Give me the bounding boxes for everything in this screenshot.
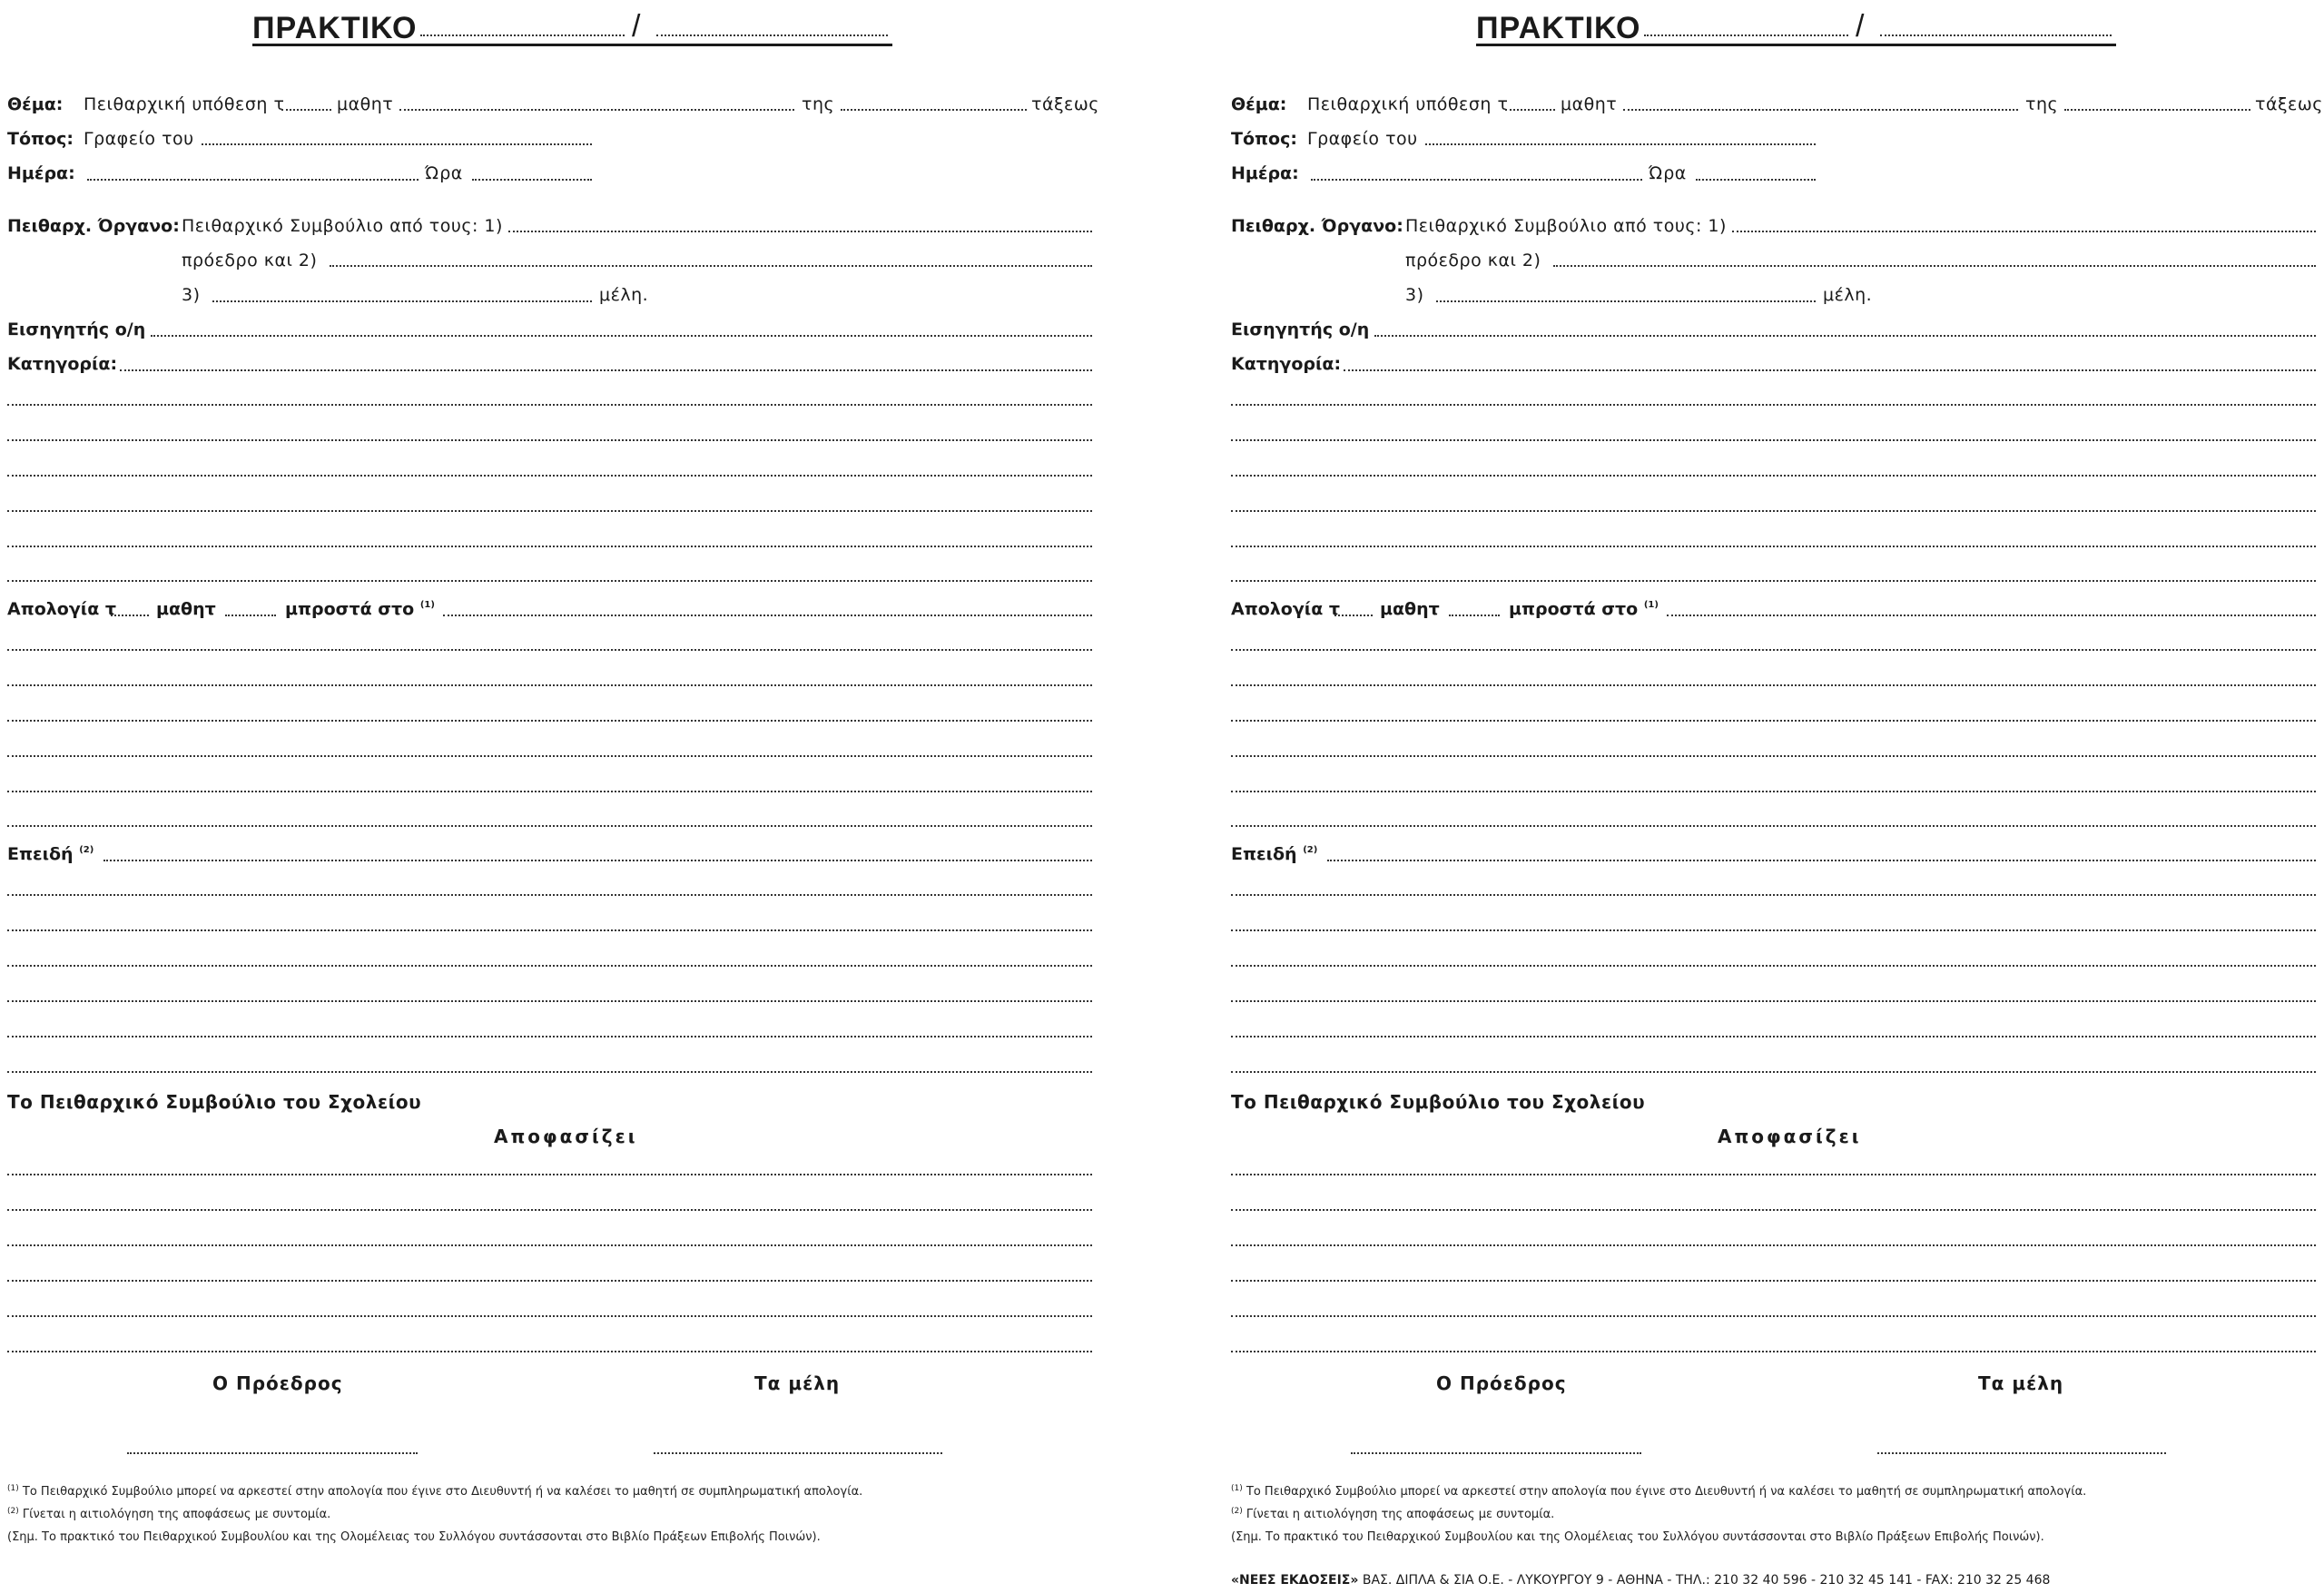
members-signature-line[interactable] — [654, 1452, 942, 1454]
organ-member-3-field[interactable] — [212, 300, 592, 302]
decision-line[interactable] — [7, 1280, 1092, 1282]
defense-line[interactable] — [7, 791, 1092, 792]
day-field[interactable] — [87, 179, 419, 181]
because-line[interactable] — [7, 1071, 1092, 1073]
subject-text-case: Πειθαρχική υπόθεση τ — [1307, 94, 1509, 114]
organ-text-4: μέλη. — [599, 285, 649, 305]
title-underline — [1476, 44, 2116, 46]
place-label: Τόπος: — [1231, 129, 1297, 149]
place-field[interactable] — [202, 143, 592, 145]
footnote-ref-2: (2) — [79, 845, 94, 855]
members-signature-line[interactable] — [1877, 1452, 2166, 1454]
decision-line[interactable] — [1231, 1244, 2316, 1246]
decides-heading: Αποφασίζει — [494, 1126, 638, 1147]
form-page-left — [7, 0, 1115, 1593]
organ-text-2: πρόεδρο και 2) — [1405, 251, 1541, 270]
defense-body-field[interactable] — [1667, 615, 2316, 616]
category-line[interactable] — [1231, 475, 2316, 477]
subject-label: Θέμα: — [7, 94, 64, 114]
subject-text-student: μαθητ — [337, 94, 394, 114]
category-field[interactable] — [1344, 369, 2316, 371]
defense-student-field[interactable] — [1449, 615, 1500, 616]
president-label: Ο Πρόεδρος — [212, 1372, 343, 1394]
form-title: ΠΡΑΚΤΙΚΟ — [1476, 11, 1641, 45]
footnote-note: (Σημ. Το πρακτικό του Πειθαρχικού Συμβουλίου και της Ολομέλειας του Συλλόγου συντάσσονται στο Βιβλίο Πράξεων Επιβολής Ποινών). — [1231, 1530, 2044, 1544]
organ-text-1: Πειθαρχικό Συμβούλιο από τους: 1) — [1405, 216, 1727, 236]
time-label: Ώρα — [1649, 163, 1687, 183]
president-signature-line[interactable] — [1351, 1452, 1641, 1454]
day-label: Ημέρα: — [7, 163, 75, 183]
subject-article-field[interactable] — [1505, 109, 1555, 111]
publisher-name: «ΝΕΕΣ ΕΚΔΟΣΕΙΣ» — [1231, 1573, 1359, 1588]
because-line[interactable] — [7, 894, 1092, 896]
decision-line[interactable] — [1231, 1315, 2316, 1317]
because-field[interactable] — [1327, 860, 2316, 861]
rapporteur-field[interactable] — [1374, 335, 2316, 337]
footnote-ref-1: (1) — [419, 600, 435, 610]
defense-line[interactable] — [1231, 720, 2316, 722]
organ-member-2-field[interactable] — [330, 265, 1092, 267]
footnote-note: (Σημ. Το πρακτικό του Πειθαρχικού Συμβουλίου και της Ολομέλειας του Συλλόγου συντάσσονται στο Βιβλίο Πράξεων Επιβολής Ποινών). — [7, 1530, 821, 1544]
place-field[interactable] — [1425, 143, 1816, 145]
defense-student-label: μαθητ — [156, 599, 216, 619]
rapporteur-field[interactable] — [151, 335, 1092, 337]
because-line[interactable] — [7, 929, 1092, 931]
category-line[interactable] — [1231, 439, 2316, 441]
decision-line[interactable] — [7, 1174, 1092, 1175]
council-heading: Το Πειθαρχικό Συμβούλιο του Σχολείου — [7, 1091, 422, 1113]
decision-line[interactable] — [1231, 1351, 2316, 1352]
defense-line[interactable] — [1231, 684, 2316, 686]
organ-text-3: 3) — [1405, 285, 1424, 305]
because-line[interactable] — [7, 1000, 1092, 1002]
decision-line[interactable] — [1231, 1174, 2316, 1175]
defense-before-label: μπροστά στο $^{(1)}$ — [285, 599, 435, 619]
subject-text-of: της — [802, 94, 835, 114]
time-label: Ώρα — [425, 163, 463, 183]
category-line[interactable] — [1231, 510, 2316, 512]
because-line[interactable] — [7, 965, 1092, 967]
time-field[interactable] — [1696, 179, 1816, 181]
category-label: Κατηγορία: — [1231, 354, 1342, 374]
category-line[interactable] — [1231, 404, 2316, 406]
category-label: Κατηγορία: — [7, 354, 118, 374]
time-field[interactable] — [472, 179, 592, 181]
category-line[interactable] — [7, 546, 1092, 547]
student-name-field[interactable] — [399, 109, 794, 111]
rapporteur-label: Εισηγητής ο/η — [7, 320, 146, 339]
subject-text-student: μαθητ — [1561, 94, 1618, 114]
place-label: Τόπος: — [7, 129, 74, 149]
decision-line[interactable] — [7, 1209, 1092, 1211]
form-title: ΠΡΑΚΤΙΚΟ — [252, 11, 418, 45]
category-line[interactable] — [7, 580, 1092, 582]
defense-line[interactable] — [7, 825, 1092, 827]
because-field[interactable] — [103, 860, 1092, 861]
because-line[interactable] — [1231, 1071, 2316, 1073]
category-line[interactable] — [7, 475, 1092, 477]
subject-text-class: τάξεως — [2255, 94, 2323, 114]
because-line[interactable] — [1231, 1000, 2316, 1002]
organ-member-1-field[interactable] — [508, 231, 1092, 232]
defense-before-label: μπροστά στο $^{(1)}$ — [1509, 599, 1659, 619]
president-label: Ο Πρόεδρος — [1436, 1372, 1567, 1394]
footnote-ref-1: (1) — [1643, 600, 1659, 610]
because-line[interactable] — [7, 1036, 1092, 1037]
defense-label: Απολογία τ — [1231, 599, 1341, 619]
title-year-field[interactable] — [1880, 34, 2112, 36]
category-line[interactable] — [7, 510, 1092, 512]
category-line[interactable] — [1231, 580, 2316, 582]
footnote-1: $^{(1)}$ Το Πειθαρχικό Συμβούλιο μπορεί να αρκεστεί στην απολογία που έγινε στο Διευθυντή ή να καλέσει το μαθητή σε συμπληρωματική απολογία. — [7, 1484, 863, 1499]
defense-line[interactable] — [1231, 791, 2316, 792]
defense-body-field[interactable] — [443, 615, 1092, 616]
subject-text-class: τάξεως — [1031, 94, 1099, 114]
form-page-right — [1231, 0, 2324, 1593]
organ-text-1: Πειθαρχικό Συμβούλιο από τους: 1) — [182, 216, 503, 236]
organ-text-4: μέλη. — [1823, 285, 1873, 305]
class-field[interactable] — [2064, 109, 2250, 111]
title-number-field[interactable] — [420, 34, 625, 36]
student-name-field[interactable] — [1623, 109, 2018, 111]
defense-line[interactable] — [1231, 825, 2316, 827]
because-line[interactable] — [1231, 894, 2316, 896]
because-line[interactable] — [1231, 929, 2316, 931]
because-label: Επειδή $^{(2)}$ — [7, 844, 94, 864]
members-label: Τα μέλη — [1978, 1372, 2064, 1394]
title-number-field[interactable] — [1644, 34, 1848, 36]
organ-label: Πειθαρχ. Όργανο: — [1231, 216, 1403, 236]
category-line[interactable] — [1231, 546, 2316, 547]
defense-line[interactable] — [1231, 755, 2316, 757]
footnote-1: $^{(1)}$ Το Πειθαρχικό Συμβούλιο μπορεί να αρκεστεί στην απολογία που έγινε στο Διευθυντή ή να καλέσει το μαθητή σε συμπληρωματική απολογία. — [1231, 1484, 2087, 1499]
footnote-2: $^{(2)}$ Γίνεται η αιτιολόγηση της αποφάσεως με συντομία. — [7, 1507, 331, 1521]
defense-line[interactable] — [1231, 649, 2316, 651]
category-line[interactable] — [7, 404, 1092, 406]
decides-heading: Αποφασίζει — [1718, 1126, 1862, 1147]
because-line[interactable] — [1231, 1036, 2316, 1037]
defense-label: Απολογία τ — [7, 599, 117, 619]
title-underline — [252, 44, 892, 46]
organ-member-2-field[interactable] — [1553, 265, 2316, 267]
decision-line[interactable] — [7, 1315, 1092, 1317]
organ-label: Πειθαρχ. Όργανο: — [7, 216, 180, 236]
members-label: Τα μέλη — [754, 1372, 841, 1394]
rapporteur-label: Εισηγητής ο/η — [1231, 320, 1370, 339]
organ-text-3: 3) — [182, 285, 201, 305]
class-field[interactable] — [841, 109, 1027, 111]
organ-member-1-field[interactable] — [1732, 231, 2316, 232]
decision-line[interactable] — [1231, 1209, 2316, 1211]
decision-line[interactable] — [1231, 1280, 2316, 1282]
subject-label: Θέμα: — [1231, 94, 1287, 114]
title-year-field[interactable] — [656, 34, 888, 36]
title-slash: / — [632, 9, 641, 44]
publisher-info — [1231, 1573, 2050, 1588]
decision-line[interactable] — [7, 1351, 1092, 1352]
title-slash: / — [1856, 9, 1865, 44]
because-line[interactable] — [1231, 965, 2316, 967]
publisher-details: ΒΑΣ. ΔΙΠΛΑ & ΣΙΑ Ο.Ε. - ΛΥΚΟΥΡΓΟΥ 9 - ΑΘΗΝΑ - ΤΗΛ.: 210 32 40 596 - 210 32 45 141 - FAX: 210 32 25 468 — [1358, 1573, 2051, 1588]
because-label: Επειδή $^{(2)}$ — [1231, 844, 1318, 864]
defense-line[interactable] — [7, 649, 1092, 651]
defense-article-field[interactable] — [111, 615, 149, 616]
subject-article-field[interactable] — [281, 109, 331, 111]
footnote-ref-2: (2) — [1303, 845, 1318, 855]
place-text: Γραφείο του — [1307, 129, 1418, 149]
place-text: Γραφείο του — [84, 129, 194, 149]
organ-member-3-field[interactable] — [1436, 300, 1816, 302]
defense-student-field[interactable] — [225, 615, 276, 616]
category-field[interactable] — [120, 369, 1092, 371]
defense-line[interactable] — [7, 755, 1092, 757]
defense-article-field[interactable] — [1334, 615, 1373, 616]
category-line[interactable] — [7, 439, 1092, 441]
president-signature-line[interactable] — [127, 1452, 418, 1454]
subject-text-case: Πειθαρχική υπόθεση τ — [84, 94, 285, 114]
defense-line[interactable] — [7, 684, 1092, 686]
council-heading: Το Πειθαρχικό Συμβούλιο του Σχολείου — [1231, 1091, 1646, 1113]
day-field[interactable] — [1311, 179, 1642, 181]
day-label: Ημέρα: — [1231, 163, 1299, 183]
defense-student-label: μαθητ — [1380, 599, 1440, 619]
defense-line[interactable] — [7, 720, 1092, 722]
organ-text-2: πρόεδρο και 2) — [182, 251, 318, 270]
footnote-2: $^{(2)}$ Γίνεται η αιτιολόγηση της αποφάσεως με συντομία. — [1231, 1507, 1555, 1521]
subject-text-of: της — [2025, 94, 2059, 114]
decision-line[interactable] — [7, 1244, 1092, 1246]
